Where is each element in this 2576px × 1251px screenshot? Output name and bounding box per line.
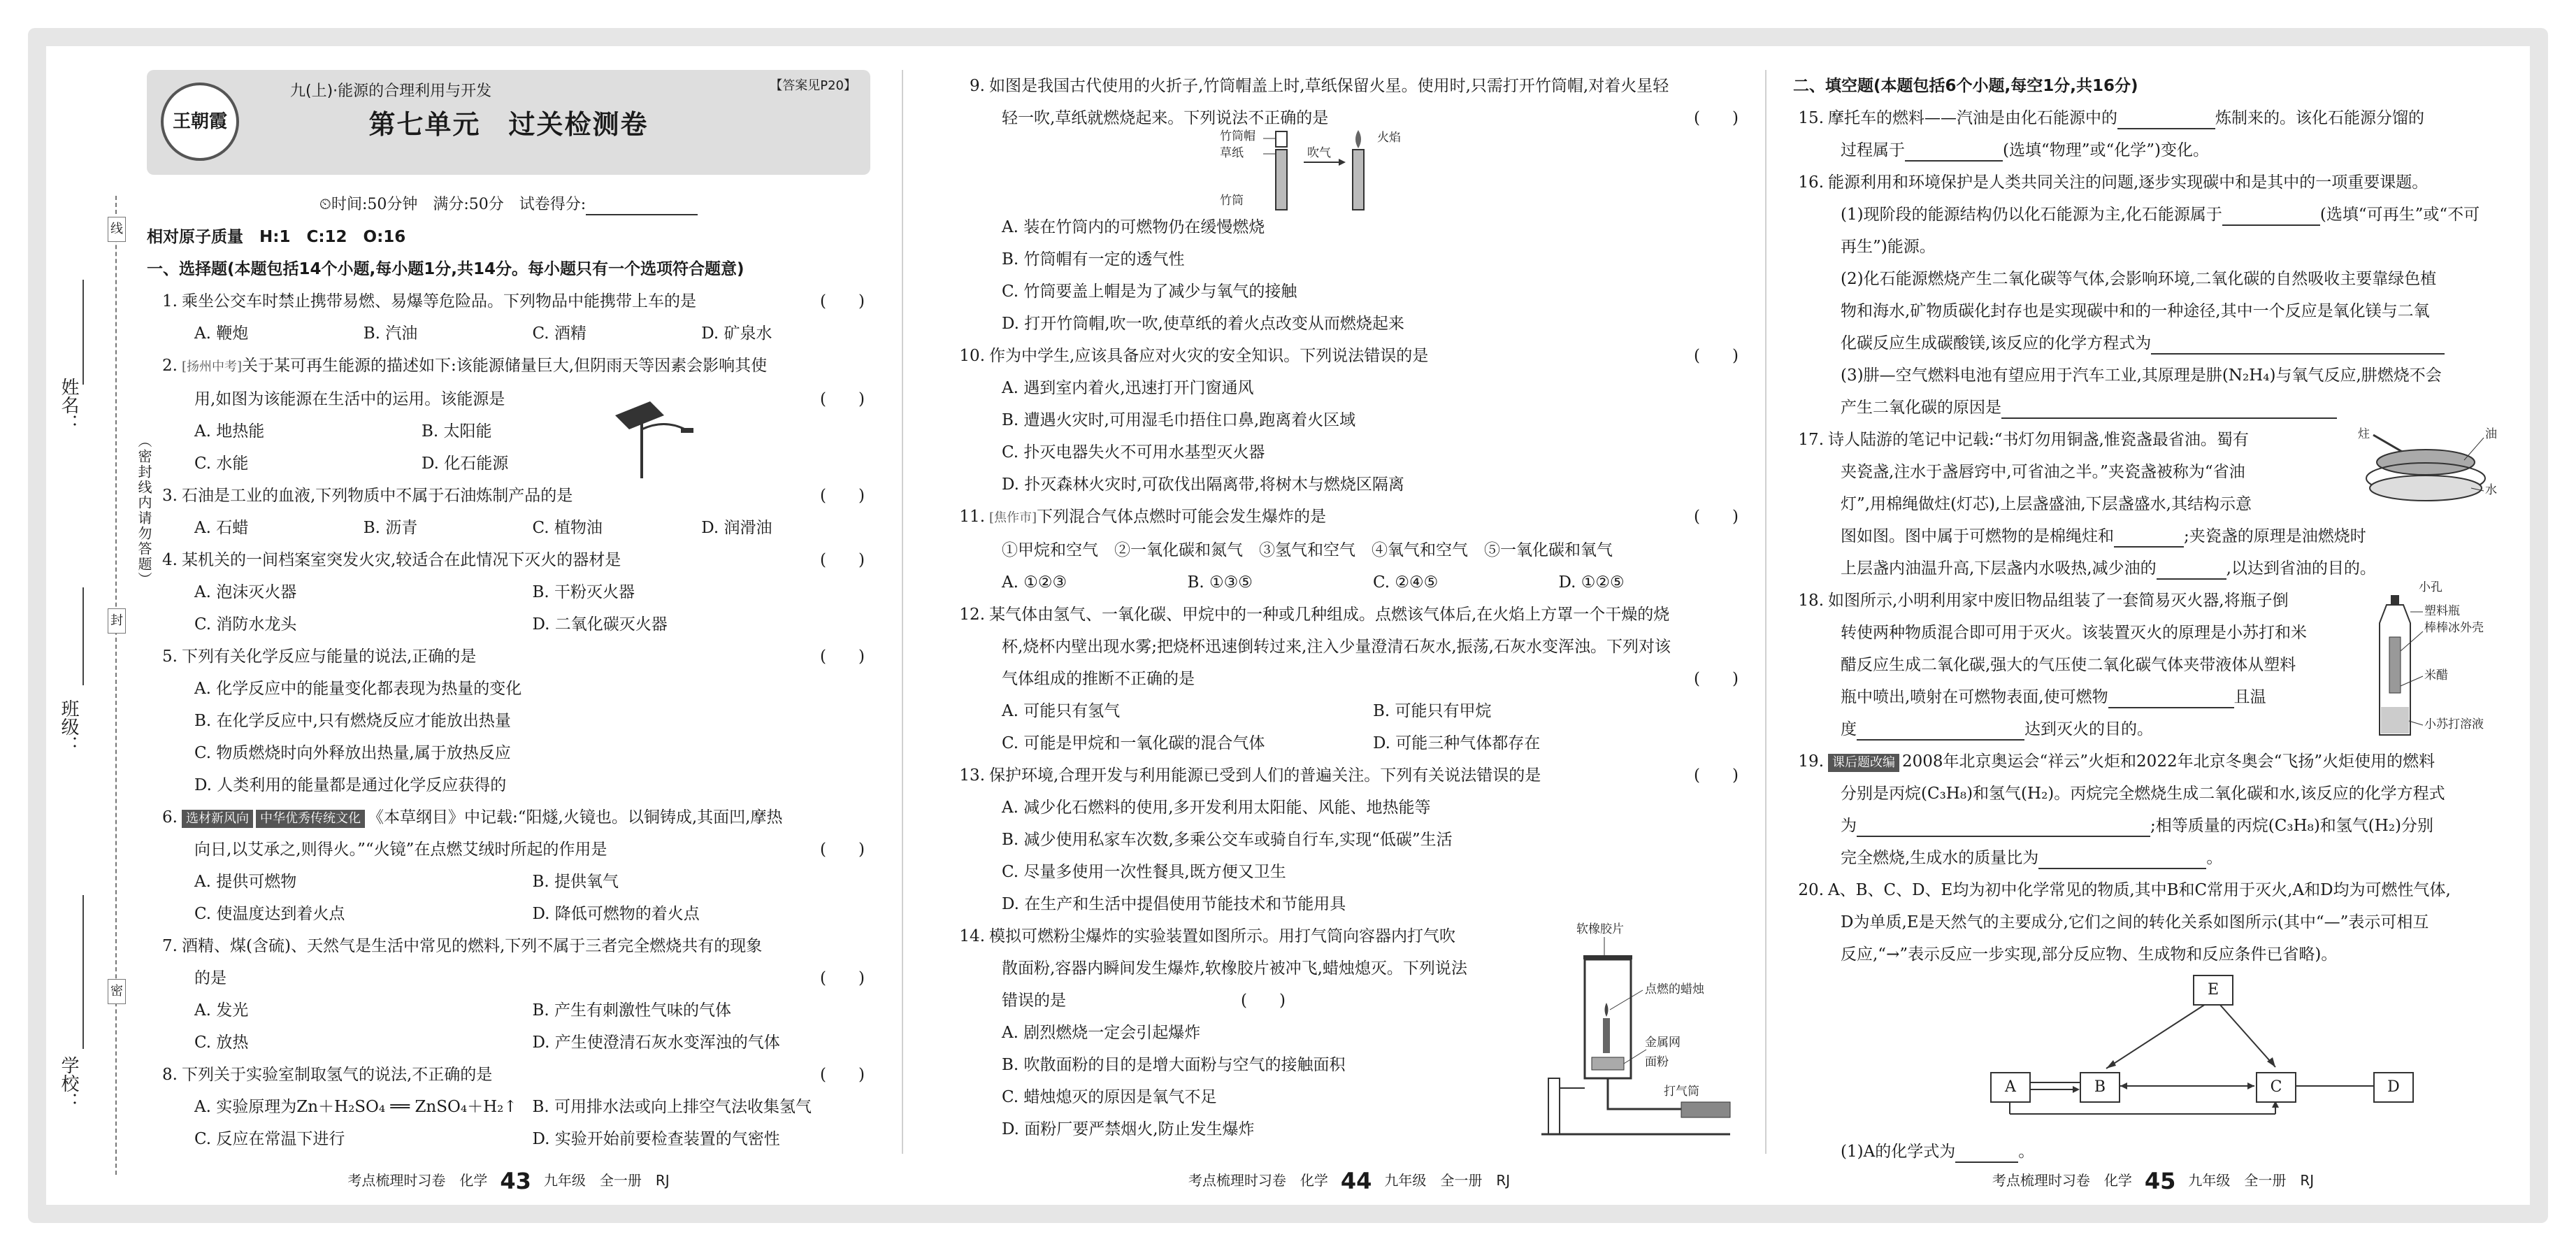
name-label: 姓名： — [58, 378, 79, 432]
name-field[interactable] — [82, 280, 84, 385]
section-choice-title: 一、选择题(本题包括14个小题,每小题1分,共14分。每小题只有一个选项符合题意) — [147, 260, 744, 278]
answer-blank[interactable] — [2114, 527, 2184, 548]
question-12: 12. 某气体由氢气、一氧化碳、甲烷中的一种或几种组成。点燃该气体后,在火焰上方罩一个干燥的烧 — [959, 606, 1670, 624]
answer-paren[interactable]: ( ) — [820, 487, 865, 505]
relation-diagram — [1793, 971, 2513, 1117]
svg-text:点燃的蜡烛: 点燃的蜡烛 — [1645, 982, 1704, 996]
answer-blank[interactable] — [2001, 398, 2337, 419]
question-10: 10. 作为中学生,应该具备应对火灾的安全知识。下列说法错误的是 ( ) — [954, 340, 1744, 372]
question-4: 4. 某机关的一间档案室突发火灾,较适合在此情况下灭火的器材是 ( ) — [147, 544, 870, 576]
option-q14-b[interactable]: B. 吹散面粉的目的是增大面粉与空气的接触面积 — [1002, 1056, 1346, 1074]
page-43 — [147, 70, 870, 1194]
answer-blank[interactable] — [2151, 334, 2445, 355]
options-q2: A. 地热能 B. 太阳能 C. 水能 D. 化石能源 — [194, 422, 509, 473]
class-label: 班级： — [58, 699, 79, 754]
question-14-cont2: 错误的是 ( ) — [1002, 992, 1286, 1010]
section-fill-title: 二、填空题(本题包括6个小题,每空1分,共16分) — [1793, 77, 2138, 95]
question-14-cont: 散面粉,容器内瞬间发生爆炸,软橡胶片被冲飞,蜡烛熄灭。下列说法 — [1002, 959, 1467, 978]
svg-text:火焰: 火焰 — [1377, 131, 1401, 145]
answer-paren[interactable]: ( ) — [1241, 992, 1286, 1010]
tinderbox-figure-wrap — [954, 129, 1744, 211]
option-q5-d[interactable]: D. 人类利用的能量都是通过化学反应获得的 — [194, 776, 507, 794]
solar-streetlight-figure — [608, 394, 706, 485]
svg-text:炷: 炷 — [2358, 427, 2370, 441]
node-e: E — [2193, 975, 2233, 1006]
seal-note: （密封线内请勿答题） — [136, 434, 152, 587]
page-footer: 考点梳理时习卷 化学 44 九年级 全一册 RJ — [1188, 1168, 1511, 1194]
unit-subtitle: 九(上)·能源的合理利用与开发 — [290, 83, 492, 100]
question-11: 11. [焦作市]下列混合气体点燃时可能会发生爆炸的是 ( ) — [954, 501, 1744, 534]
exam-meta: ⏲时间:50分钟 满分:50分 试卷得分: — [147, 189, 870, 221]
question-18-cont2: 度 达到灭火的目的。 — [1793, 713, 2366, 745]
tag-badge: 选材新风向 — [182, 810, 253, 828]
question-16-1: (1)现阶段的能源结构仍以化石能源为主,化石能源属于 (选填“可再生”或“不可 — [1793, 199, 2513, 231]
answer-reference: 【答案见P20】 — [770, 78, 856, 93]
options-q1: A. 鞭炮 B. 汽油 C. 酒精 D. 矿泉水 — [194, 324, 772, 343]
answer-paren[interactable]: ( ) — [820, 969, 865, 987]
question-20-cont: D为单质,E是天然气的主要成分,它们之间的转化关系如图所示(其中“—”表示可相互 — [1841, 913, 2429, 931]
option-q14-d[interactable]: D. 面粉厂要严禁烟火,防止发生爆炸 — [1002, 1120, 1255, 1138]
page-number: 43 — [500, 1168, 531, 1194]
answer-paren[interactable]: ( ) — [1694, 670, 1739, 688]
options-q3: A. 石蜡 B. 沥青 C. 植物油 D. 润滑油 — [194, 519, 772, 537]
question-2: 2. [扬州中考]关于某可再生能源的描述如下:该能源储量巨大,但阴雨天等因素会影响其使 — [162, 357, 768, 375]
question-6-cont: 向日,以艾承之,则得火。”“火镜”在点燃艾绒时所起的作用是 ( ) — [147, 834, 870, 866]
answer-blank[interactable] — [2222, 205, 2320, 226]
question-15: 15. 摩托车的燃料——汽油是由化石能源中的 炼制来的。该化石能源分馏的 — [1793, 102, 2513, 134]
question-1: 1. 乘坐公交车时禁止携带易燃、易爆等危险品。下列物品中能携带上车的是 ( ) — [147, 285, 870, 317]
page-number: 44 — [1340, 1168, 1372, 1194]
question-19-cont: 分别是丙烷(C₃H₈)和氢气(H₂)。丙烷完全燃烧生成二氧化碳和水,该反应的化学方程式 — [1841, 785, 2445, 803]
question-17-wrap: 17. 诗人陆游的笔记中记载:“书灯勿用铜盏,惟瓷盏最省油。蜀有 夹瓷盏,注水于盏唇窍中,可省油之半。”夹瓷盏被称为“省油 灯”,用棉绳做炷(灯芯),上层盏盛油,下层盏盛水,其结构示意 图如图。图中属于可燃物的是棉绳炷和 ;夹瓷盏的原理是油燃烧时 上层盏内油温升高,下层盏内水吸热,减少油的 ,以达到省油的目的。 炷 油 水 — [1793, 424, 2513, 585]
question-5: 5. 下列有关化学反应与能量的说法,正确的是 ( ) — [147, 641, 870, 673]
score-field[interactable] — [586, 194, 698, 215]
answer-blank[interactable] — [2117, 108, 2215, 129]
option-q14-c[interactable]: C. 蜡烛熄灭的原因是氧气不足 — [1002, 1088, 1217, 1106]
option-q10-a[interactable]: A. 遇到室内着火,迅速打开门窗通风 — [1002, 379, 1254, 397]
options-q11: A. ①②③ B. ①③⑤ C. ②④⑤ D. ①②⑤ — [1002, 573, 1625, 592]
answer-blank[interactable] — [2157, 559, 2226, 580]
question-18-cont: 瓶中喷出,喷射在可燃物表面,使可燃物 且温 — [1793, 681, 2366, 713]
answer-paren[interactable]: ( ) — [1694, 766, 1739, 785]
question-16-2: (2)化石能源燃烧产生二氧化碳等气体,会影响环境,二氧化碳的自然吸收主要靠绿色植 — [1841, 270, 2437, 288]
school-label: 学校： — [58, 1056, 79, 1110]
option-q13-c[interactable]: C. 尽量多使用一次性餐具,既方便又卫生 — [1002, 863, 1286, 881]
question-15-cont: 过程属于 (选填“物理”或“化学”)变化。 — [1793, 134, 2513, 166]
question-14: 14. 模拟可燃粉尘爆炸的实验装置如图所示。用打气筒向容器内打气吹 — [959, 927, 1455, 945]
svg-text:油: 油 — [2485, 427, 2497, 441]
question-16-2-cont2: 化碳反应生成碳酸镁,该反应的化学方程式为 — [1793, 327, 2513, 359]
option-q13-d[interactable]: D. 在生产和生活中提倡使用节能技术和节能用具 — [1002, 895, 1346, 913]
option-q13-a[interactable]: A. 减少化石燃料的使用,多开发利用太阳能、风能、地热能等 — [1002, 799, 1431, 817]
svg-text:小孔: 小孔 — [2419, 581, 2442, 594]
page-45 — [1793, 70, 2513, 1194]
atomic-mass: 相对原子质量 H:1 C:12 O:16 — [147, 228, 406, 246]
tag-badge: 课后题改编 — [1828, 754, 1899, 772]
question-19: 19. 课后题改编 2008年北京奥运会“祥云”火炬和2022年北京冬奥会“飞扬”火炬使用的燃料 — [1798, 752, 2435, 771]
option-q9-a[interactable]: A. 装在竹筒内的可燃物仍在缓慢燃烧 — [1002, 218, 1265, 236]
page-footer: 考点梳理时习卷 化学 45 九年级 全一册 RJ — [1992, 1168, 2315, 1194]
option-q5-a[interactable]: A. 化学反应中的能量变化都表现为热量的变化 — [194, 680, 522, 698]
question-2-cont: 用,如图为该能源在生活中的运用。该能源是 ( ) — [147, 383, 870, 415]
answer-paren[interactable]: ( ) — [820, 292, 865, 310]
tinderbox-figure — [1220, 129, 1430, 213]
answer-paren[interactable]: ( ) — [820, 551, 865, 569]
column-divider — [1765, 70, 1766, 1154]
answer-paren[interactable]: ( ) — [1694, 347, 1739, 365]
question-7-cont: 的是 ( ) — [147, 962, 870, 994]
answer-paren[interactable]: ( ) — [820, 390, 865, 408]
answer-blank[interactable] — [1857, 720, 2024, 741]
question-20-1: (1)A的化学式为 。 — [1793, 1136, 2513, 1168]
answer-paren[interactable]: ( ) — [820, 1066, 865, 1084]
tag-badge: 中华优秀传统文化 — [256, 810, 365, 828]
node-d: D — [2373, 1072, 2414, 1103]
option-q10-b[interactable]: B. 遭遇火灾时,可用湿毛巾捂住口鼻,跑离着火区域 — [1002, 411, 1356, 429]
question-16: 16. 能源利用和环境保护是人类共同关注的问题,逐步实现碳中和是其中的一项重要课题。 — [1798, 173, 2429, 192]
answer-paren[interactable]: ( ) — [820, 648, 865, 666]
question-6: 6. 选材新风向 中华优秀传统文化 《本草纲目》中记载:“阳燧,火镜也。以铜铸成,其面凹,摩热 — [162, 808, 783, 827]
svg-text:竹筒帽: 竹筒帽 — [1220, 129, 1255, 143]
options-q8: A. 实验原理为Zn＋H₂SO₄ ══ ZnSO₄＋H₂↑ B. 可用排水法或向上排空气法收集氢气 C. 反应在常温下进行 D. 实验开始前要检查装置的气密性 — [194, 1098, 812, 1148]
unit-title: 第七单元 过关检测卷 — [368, 109, 649, 140]
column-divider — [902, 70, 903, 1154]
oil-lamp-figure — [2352, 424, 2506, 515]
option-q9-d[interactable]: D. 打开竹筒帽,吹一吹,使草纸的着火点改变从而燃烧起来 — [1002, 315, 1404, 333]
question-20-cont2: 反应,“→”表示反应一步实现,部分反应物、生成物和反应条件已省略)。 — [1841, 945, 2338, 964]
question-7: 7. 酒精、煤(含硫)、天然气是生活中常见的燃料,下列不属于三者完全燃烧共有的现象 — [162, 937, 763, 955]
seal-line — [115, 196, 117, 1175]
question-17: 17. 诗人陆游的笔记中记载:“书灯勿用铜盏,惟瓷盏最省油。蜀有 — [1798, 431, 2249, 449]
question-8: 8. 下列关于实验室制取氢气的说法,不正确的是 ( ) — [147, 1059, 870, 1091]
question-18-wrap: 18. 如图所示,小明利用家中废旧物品组装了一套简易灭火器,将瓶子倒 转使两种物质混合即可用于灭火。该装置灭火的原理是小苏打和米 醋反应生成二氧化碳,强大的气压使二氧化碳气体夹带液体从塑料 瓶中喷出,喷射在可燃物表面,使可燃物 且温 度 达到灭火的目的。 小孔 塑料瓶 棒棒冰外壳 米醋 小苏打溶液 — [1793, 585, 2513, 745]
question-17-cont2: 上层盏内油温升高,下层盏内水吸热,减少油的 ,以达到省油的目的。 — [1793, 552, 2513, 585]
page-number: 45 — [2144, 1168, 2176, 1194]
option-q5-b[interactable]: B. 在化学反应中,只有燃烧反应才能放出热量 — [194, 712, 511, 730]
question-16-3-cont: 产生二氧化碳的原因是 — [1793, 392, 2513, 424]
option-q10-c[interactable]: C. 扑灭电器失火不可用水基型灭火器 — [1002, 443, 1265, 462]
unit-header — [147, 70, 870, 175]
answer-blank[interactable] — [1905, 141, 2003, 162]
question-3: 3. 石油是工业的血液,下列物质中不属于石油炼制产品的是 ( ) — [147, 480, 870, 512]
question-9: 9. 如图是我国古代使用的火折子,竹筒帽盖上时,草纸保留火星。使用时,只需打开竹筒帽,对着火星轻 — [970, 77, 1669, 95]
question-19-cont3: 完全燃烧,生成水的质量比为 。 — [1793, 842, 2513, 874]
svg-text:吹气: 吹气 — [1307, 146, 1331, 160]
answer-paren[interactable]: ( ) — [1694, 109, 1739, 127]
page-44 — [954, 70, 1744, 1194]
question-16-2-cont: 物和海水,矿物质碳化封存也是实现碳中和的一种途径,其中一个反应是氧化镁与二氧 — [1841, 302, 2430, 320]
question-13: 13. 保护环境,合理开发与利用能源已受到人们的普遍关注。下列有关说法错误的是 ( ) — [954, 759, 1744, 792]
question-18: 18. 如图所示,小明利用家中废旧物品组装了一套简易灭火器,将瓶子倒 — [1798, 592, 2289, 610]
svg-text:打气筒: 打气筒 — [1664, 1085, 1699, 1099]
q11-items: ①甲烷和空气 ②一氧化碳和氮气 ③氢气和空气 ④氧气和空气 ⑤一氧化碳和氧气 — [1002, 541, 1613, 559]
question-20: 20. A、B、C、D、E均为初中化学常见的物质,其中B和C常用于灭火,A和D均为可燃性气体, — [1798, 881, 2451, 899]
answer-paren[interactable]: ( ) — [1694, 508, 1739, 526]
answer-blank[interactable] — [1955, 1142, 2018, 1163]
svg-text:金属网: 金属网 — [1645, 1036, 1681, 1050]
answer-blank[interactable] — [2108, 687, 2234, 708]
answer-paren[interactable]: ( ) — [820, 841, 865, 859]
option-q5-c[interactable]: C. 物质燃烧时向外释放出热量,属于放热反应 — [194, 744, 511, 762]
svg-text:竹筒: 竹筒 — [1220, 194, 1244, 208]
svg-text:水: 水 — [2485, 483, 2497, 497]
options-q4: A. 泡沫灭火器 B. 干粉灭火器 C. 消防水龙头 D. 二氧化碳灭火器 — [194, 583, 668, 634]
seal-tag-seal: 封 — [108, 608, 126, 634]
svg-text:小苏打溶液: 小苏打溶液 — [2424, 717, 2484, 731]
svg-text:软橡胶片: 软橡胶片 — [1576, 922, 1624, 936]
brand-logo: 王朝霞 — [161, 83, 239, 161]
options-q6: A. 提供可燃物 B. 提供氧气 C. 使温度达到着火点 D. 降低可燃物的着火点 — [194, 873, 700, 923]
options-q2-wrap — [147, 415, 870, 480]
option-q10-d[interactable]: D. 扑灭森林火灾时,可砍伐出隔离带,将树木与燃烧区隔离 — [1002, 476, 1404, 494]
question-19-cont2: 为 ;相等质量的丙烷(C₃H₈)和氢气(H₂)分别 — [1793, 810, 2513, 842]
node-b: B — [2080, 1072, 2120, 1103]
svg-text:塑料瓶: 塑料瓶 — [2424, 604, 2460, 618]
question-17-cont: 图如图。图中属于可燃物的是棉绳炷和 ;夹瓷盏的原理是油燃烧时 — [1793, 520, 2498, 552]
question-16-1-cont: 再生”)能源。 — [1841, 238, 1936, 256]
node-a: A — [1990, 1072, 2031, 1103]
answer-blank[interactable] — [1857, 816, 2150, 837]
option-q9-c[interactable]: C. 竹筒要盖上帽是为了减少与氧气的接触 — [1002, 283, 1297, 301]
binding-margin — [49, 196, 152, 1189]
svg-text:米醋: 米醋 — [2424, 669, 2448, 682]
school-field[interactable] — [82, 895, 84, 1049]
question-12-cont: 杯,烧杯内壁出现水雾;把烧杯迅速倒转过来,注入少量澄清石灰水,振荡,石灰水变浑浊。下列对该 — [1002, 638, 1671, 656]
option-q9-b[interactable]: B. 竹筒帽有一定的透气性 — [1002, 250, 1185, 269]
dust-explosion-figure — [1534, 920, 1744, 1144]
class-field[interactable] — [82, 587, 84, 685]
page-footer: 考点梳理时习卷 化学 43 九年级 全一册 RJ — [347, 1168, 670, 1194]
seal-tag-line: 线 — [108, 217, 126, 242]
svg-text:草纸: 草纸 — [1220, 146, 1244, 160]
svg-text:面粉: 面粉 — [1645, 1055, 1669, 1069]
extinguisher-figure — [2370, 581, 2510, 749]
svg-text:棒棒冰外壳: 棒棒冰外壳 — [2424, 621, 2484, 635]
answer-blank[interactable] — [2038, 848, 2206, 869]
seal-tag-secret: 密 — [108, 979, 126, 1004]
question-16-3: (3)肼—空气燃料电池有望应用于汽车工业,其原理是肼(N₂H₄)与氧气反应,肼燃烧不会 — [1841, 366, 2442, 385]
option-q13-b[interactable]: B. 减少使用私家车次数,多乘公交车或骑自行车,实现“低碳”生活 — [1002, 831, 1453, 849]
options-q7: A. 发光 B. 产生有刺激性气味的气体 C. 放热 D. 产生使澄清石灰水变浑浊的气体 — [194, 1001, 780, 1052]
question-9-cont: 轻一吹,草纸就燃烧起来。下列说法不正确的是 ( ) — [954, 102, 1744, 134]
option-q14-a[interactable]: A. 剧烈燃烧一定会引起爆炸 — [1002, 1024, 1201, 1042]
options-q12: A. 可能只有氢气 B. 可能只有甲烷 C. 可能是甲烷和一氧化碳的混合气体 D. 可能三种气体都存在 — [1002, 702, 1541, 752]
node-c: C — [2256, 1072, 2296, 1103]
question-12-cont2: 气体组成的推断不正确的是 ( ) — [954, 663, 1744, 695]
question-14-wrap — [954, 920, 1744, 1145]
